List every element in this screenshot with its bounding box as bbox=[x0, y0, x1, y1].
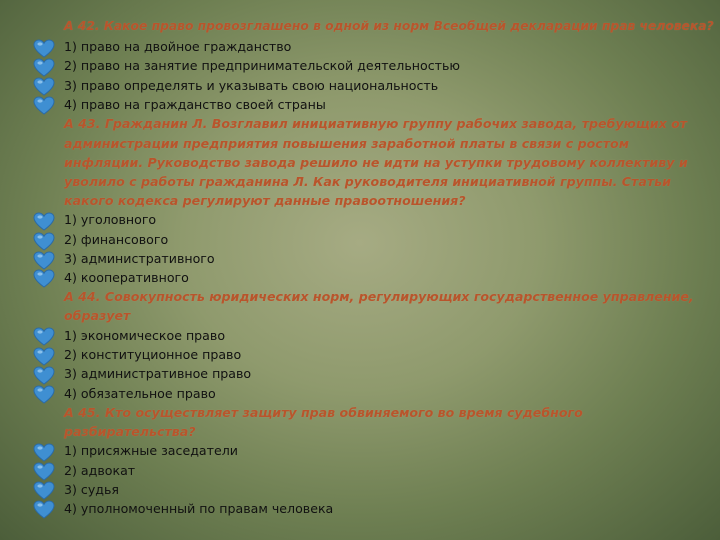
heart-bullet-icon bbox=[33, 481, 55, 501]
question-a45-line-2: разбирательства? bbox=[64, 424, 196, 439]
heart-bullet-icon bbox=[33, 39, 55, 59]
heart-bullet-icon bbox=[33, 96, 55, 116]
question-a45-option-2: 2) адвокат bbox=[64, 463, 136, 478]
question-a43-option-4: 4) кооперативного bbox=[64, 270, 189, 285]
question-a42-option-2: 2) право на занятие предпринимательской деятельностью bbox=[64, 58, 460, 73]
question-a42-line-1: А 42. Какое право провозглашено в одной из норм Всеобщей декларации прав человека? bbox=[64, 18, 714, 33]
question-a42-option-4: 4) право на гражданство своей страны bbox=[64, 97, 326, 112]
question-a43-line-2: администрации предприятия повышения заработной платы в связи с ростом bbox=[64, 136, 629, 151]
question-a44-option-1: 1) экономическое право bbox=[64, 328, 226, 343]
heart-bullet-icon bbox=[33, 443, 55, 463]
question-a43-line-3: инфляции. Руководство завода решило не идти на уступки трудовому коллективу и bbox=[64, 155, 688, 170]
question-a43-line-1: А 43. Гражданин Л. Возглавил инициативную группу рабочих завода, требующих от bbox=[64, 116, 688, 131]
heart-bullet-icon bbox=[33, 77, 55, 97]
question-a44-line-2: образует bbox=[64, 308, 131, 323]
heart-bullet-icon bbox=[33, 462, 55, 482]
question-a45-line-1: А 45. Кто осуществляет защиту прав обвиняемого во время судебного bbox=[64, 405, 583, 420]
heart-bullet-icon bbox=[33, 327, 55, 347]
question-a43-line-4: уволило с работы гражданина Л. Как руководителя инициативной группы. Статьи bbox=[64, 174, 671, 189]
question-a43-option-2: 2) финансового bbox=[64, 232, 169, 247]
question-a44-option-3: 3) административное право bbox=[64, 366, 252, 381]
heart-bullet-icon bbox=[33, 58, 55, 78]
question-a43-option-3: 3) административного bbox=[64, 251, 215, 266]
question-a43-line-5: какого кодекса регулируют данные правоотношения? bbox=[64, 193, 466, 208]
question-a44-line-1: А 44. Совокупность юридических норм, регулирующих государственное управление, bbox=[64, 289, 694, 304]
heart-bullet-icon bbox=[33, 232, 55, 252]
question-a45-option-3: 3) судья bbox=[64, 482, 120, 497]
question-a43-option-1: 1) уголовного bbox=[64, 212, 157, 227]
heart-bullet-icon bbox=[33, 500, 55, 520]
question-a42-option-1: 1) право на двойное гражданство bbox=[64, 39, 292, 54]
question-a44-option-4: 4) обязательное право bbox=[64, 386, 216, 401]
heart-bullet-icon bbox=[33, 269, 55, 289]
heart-bullet-icon bbox=[33, 212, 55, 232]
question-a44-option-2: 2) конституционное право bbox=[64, 347, 242, 362]
heart-bullet-icon bbox=[33, 251, 55, 271]
question-a45-option-1: 1) присяжные заседатели bbox=[64, 443, 238, 458]
question-a45-option-4: 4) уполномоченный по правам человека bbox=[64, 501, 334, 516]
heart-bullet-icon bbox=[33, 366, 55, 386]
heart-bullet-icon bbox=[33, 347, 55, 367]
heart-bullet-icon bbox=[33, 385, 55, 405]
question-a42-option-3: 3) право определять и указывать свою национальность bbox=[64, 78, 439, 93]
